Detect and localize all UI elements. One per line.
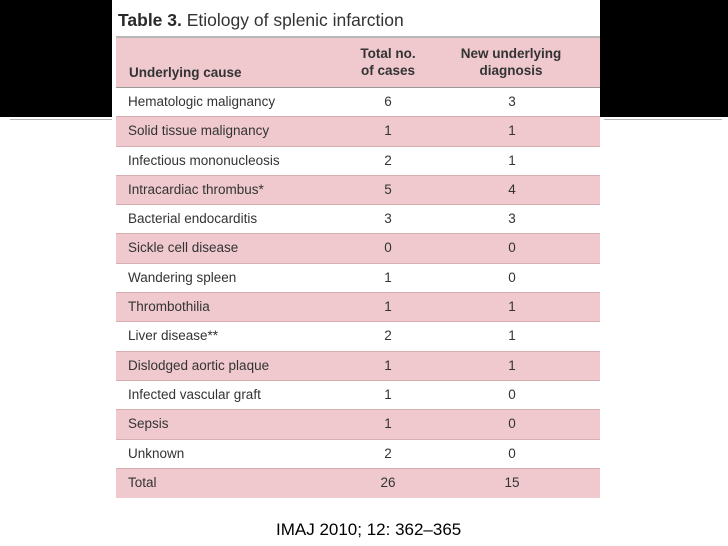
table-label: Table 3. xyxy=(118,10,182,30)
cell-cause: Bacterial endocarditis xyxy=(128,211,258,227)
table-title xyxy=(118,10,404,31)
cell-cause: Sickle cell disease xyxy=(128,240,239,256)
cell-cause: Infectious mononucleosis xyxy=(128,152,280,168)
cell-new-diagnosis: 4 xyxy=(508,181,516,197)
table-row xyxy=(116,293,600,322)
divider-left xyxy=(10,119,112,120)
table-header xyxy=(116,38,600,87)
table-row xyxy=(116,264,600,293)
table-row xyxy=(116,176,600,205)
black-band-left xyxy=(0,0,112,117)
citation: IMAJ 2010; 12: 362–365 xyxy=(276,520,462,539)
table-row xyxy=(116,322,600,351)
cell-total: 2 xyxy=(384,152,392,168)
table-total-row xyxy=(116,469,600,498)
cell-cause: Liver disease** xyxy=(128,328,219,344)
cell-total: 2 xyxy=(384,328,392,344)
header-total-line2: of cases xyxy=(360,63,416,78)
cell-new-diagnosis: 3 xyxy=(508,94,516,109)
table-row xyxy=(116,381,600,410)
table-caption: Etiology of splenic infarction xyxy=(186,10,404,30)
cell-cause: Dislodged aortic plaque xyxy=(128,357,270,373)
cell-new-diagnosis: 1 xyxy=(508,357,516,373)
cell-total: 1 xyxy=(384,386,392,402)
table-row xyxy=(116,352,600,381)
table-row xyxy=(116,234,600,263)
cell-new-diagnosis: 0 xyxy=(508,416,516,432)
cell-new-diagnosis: 1 xyxy=(508,152,516,168)
cell-total: 1 xyxy=(384,416,392,432)
header-new-line2: diagnosis xyxy=(479,63,543,78)
header-total-line1: Total no. xyxy=(360,46,416,61)
cell-cause: Unknown xyxy=(128,445,185,461)
cell-total: 1 xyxy=(384,269,392,285)
black-band-right xyxy=(600,0,728,117)
table-row xyxy=(116,88,600,117)
table-row xyxy=(116,147,600,176)
cell-total: 6 xyxy=(384,94,392,109)
cell-cause: Total xyxy=(128,474,157,490)
cell-total: 2 xyxy=(384,445,392,461)
cell-total: 1 xyxy=(384,123,392,139)
cell-total: 1 xyxy=(384,357,392,373)
header-new-line1: New underlying xyxy=(460,46,562,61)
cell-cause: Wandering spleen xyxy=(128,269,237,285)
table-body xyxy=(116,88,600,498)
cell-new-diagnosis: 0 xyxy=(508,386,516,402)
cell-new-diagnosis: 15 xyxy=(504,474,520,490)
cell-cause: Sepsis xyxy=(128,416,169,432)
cell-new-diagnosis: 3 xyxy=(508,211,516,227)
header-underlying-cause: Underlying cause xyxy=(129,65,242,80)
cell-cause: Thrombothilia xyxy=(128,299,210,315)
table-row xyxy=(116,440,600,469)
table-figure xyxy=(112,0,600,518)
cell-new-diagnosis: 1 xyxy=(508,123,516,139)
table-row xyxy=(116,410,600,439)
cell-total: 3 xyxy=(384,211,392,227)
divider-right xyxy=(604,119,722,120)
cell-cause: Hematologic malignancy xyxy=(128,94,276,109)
cell-cause: Infected vascular graft xyxy=(128,386,261,402)
cell-new-diagnosis: 1 xyxy=(508,299,516,315)
table-row xyxy=(116,117,600,146)
cell-cause: Solid tissue malignancy xyxy=(128,123,270,139)
header-new-diagnosis xyxy=(446,45,576,79)
cell-new-diagnosis: 1 xyxy=(508,328,516,344)
cell-cause: Intracardiac thrombus* xyxy=(128,181,264,197)
cell-total: 5 xyxy=(384,181,392,197)
cell-total: 1 xyxy=(384,299,392,315)
cell-total: 26 xyxy=(380,474,396,490)
cell-new-diagnosis: 0 xyxy=(508,240,516,256)
header-total-cases xyxy=(338,45,438,79)
cell-total: 0 xyxy=(384,240,392,256)
cell-new-diagnosis: 0 xyxy=(508,445,516,461)
table-row xyxy=(116,205,600,234)
cell-new-diagnosis: 0 xyxy=(508,269,516,285)
